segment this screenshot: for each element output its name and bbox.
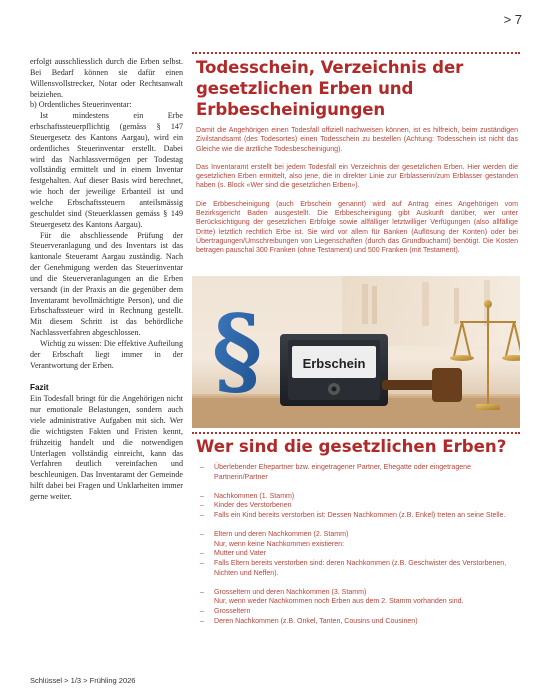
left-paragraph-3: Für die abschliessende Prüfung der Steuerveranlagung und des Inventars ist das kantonale Steueramt Aargau zuständig. Nach der Genehmigung werden das Steuerinventar und die Steuerveranlagungen an die Erben versandt (in der Praxis an die gegenüber dem Inventaramt bevollmächtigte Person), und die Erbschaftssteuer wird in Rechnung gestellt. Mit diesem Schritt ist das behördliche Nachlassverfahren abgeschlossen.: [30, 230, 183, 338]
footer: Schlüssel > 1/3 > Frühling 2026: [30, 676, 136, 685]
heirs-list: [192, 463, 520, 626]
list-item: – Mutter und Vater: [200, 549, 520, 559]
page-number: > 7: [503, 12, 522, 27]
list-item: – Falls ein Kind bereits verstorben ist: Dessen Nachkommen (z.B. Enkel) treten an seine Stelle.: [200, 511, 520, 521]
list-item: – Nachkommen (1. Stamm): [200, 492, 520, 502]
right-column-section-1: [192, 52, 520, 256]
fazit-heading: Fazit: [30, 383, 49, 393]
section-1-heading: Todesschein, Verzeichnis der gesetzlichen Erben und Erbbescheinigungen: [196, 58, 464, 119]
section-1-paragraph-1: Damit die Angehörigen einen Todesfall offiziell nachweisen können, ist es hilfreich, beim zuständigen Zivilstandsamt (des Todesortes) einen Todesschein zu bestellen (Achtung: Todesschein ist nicht das Gleiche wie die ärztliche Todesbescheinigung).: [196, 127, 518, 153]
paragraph-symbol-icon: §: [212, 294, 263, 407]
erbschein-photo: [192, 276, 520, 428]
list-item: – Deren Nachkommen (z.B. Onkel, Tanten, Cousins und Cousinen): [200, 617, 520, 627]
left-column: [30, 57, 183, 503]
left-paragraph-2: Ist mindestens ein Erbe erbschaftssteuerpflichtig (gemäss § 147 Steuergesetz des Kantons Aargau), wird ein ordentliches Steuerinventar erstellt. Dabei wird das Nachlassvermögen per Todestag vollständig ermittelt und in einem Inventar festgehalten. Auf dieser Basis wird berechnet, wie hoch der jeweilige Erbanteil ist und welche Erbschaftssteuern anteilsmässig geschuldet sind (Steuerklassen gemäss § 149 Steuergesetz des Kantons Aargau).: [30, 111, 183, 229]
list-item: – Falls Eltern bereits verstorben sind: deren Nachkommen (z.B. Geschwister des Verstorbenen, Nichten und Neffen).: [200, 559, 520, 578]
list-item: – Grosseltern und deren Nachkommen (3. Stamm): [200, 588, 520, 598]
list-item: Nur, wenn weder Nachkommen noch Erben aus dem 2. Stamm vorhanden sind.: [214, 598, 464, 606]
fazit-text: Ein Todesfall bringt für die Angehörigen nicht nur emotionale Belastungen, sondern auch viele administrative Aufgaben mit sich. Wer die wichtigsten Fakten und Fristen kennt, frühzeitig handelt und die notwendigen Unterlagen vollständig einreicht, kann das Verfahren deutlich vereinfachen und beschleunigen. Das Inventaramt der Gemeinde hilft dabei bei Fragen und Unklarheiten immer gerne weiter.: [30, 394, 183, 501]
list-item: Nur, wenn keine Nachkommen existieren:: [214, 540, 345, 548]
right-column-section-2: [192, 432, 520, 626]
section-1-paragraph-3: Die Erbbescheinigung (auch Erbschein genannt) wird auf Antrag eines Angehörigen vom Bezirksgericht Baden ausgestellt. Die Erbbescheinigung gibt Auskunft darüber, wer unter Berücksichtigung der gesetzlichen Erbfolge sowie allfälliger letztwilliger Verfügungen (also allfällige Dritte) letztlich rechtlich Erbe ist. Sie wird vor allem für Banken (Auflösung der Konten) oder bei Übertragungen/Umschreibungen von Liegenschaften (durch das Grundbuchamt) benötigt. Die Kosten betragen pauschal 300 Franken (ohne Testament) und 500 Franken (mit Testament).: [196, 200, 518, 255]
erbschein-illustration: [192, 276, 520, 428]
binder-label: Erbschein: [302, 356, 366, 371]
section-2-heading: Wer sind die gesetzlichen Erben?: [196, 437, 507, 456]
list-item: – Kinder des Verstorbenen: [200, 501, 520, 511]
left-paragraph-4: Wichtig zu wissen: Die effektive Aufteilung der Erbschaft liegt immer in der Verantwortung der Erben.: [30, 338, 183, 370]
left-item-heading-b: b) Ordentliches Steuerinventar:: [30, 100, 132, 110]
list-item: – Grosseltern: [200, 607, 520, 617]
dotted-rule-middle: [192, 432, 520, 434]
list-item: – Überlebender Ehepartner bzw. eingetragener Partner, Ehegatte oder eingetragene Partnerin/Partner: [200, 463, 520, 482]
section-1-paragraph-2: Das Inventaramt erstellt bei jedem Todesfall ein Verzeichnis der gesetzlichen Erben. Hier werden die gesetzlichen Erben ermittelt, also jene, die in direkter Linie zur Erblasserin/zum Erblasser gestanden haben (s. Block «Wer sind die gesetzlichen Erben»).: [196, 163, 518, 190]
dotted-rule-top: [192, 52, 520, 54]
list-item: – Eltern und deren Nachkommen (2. Stamm): [200, 530, 520, 540]
left-paragraph-1: erfolgt ausschliesslich durch die Erben selbst. Bei Bedarf können sie dafür einen Willensvollstrecker, Notar oder Rechtsanwalt beiziehen.: [30, 57, 183, 99]
